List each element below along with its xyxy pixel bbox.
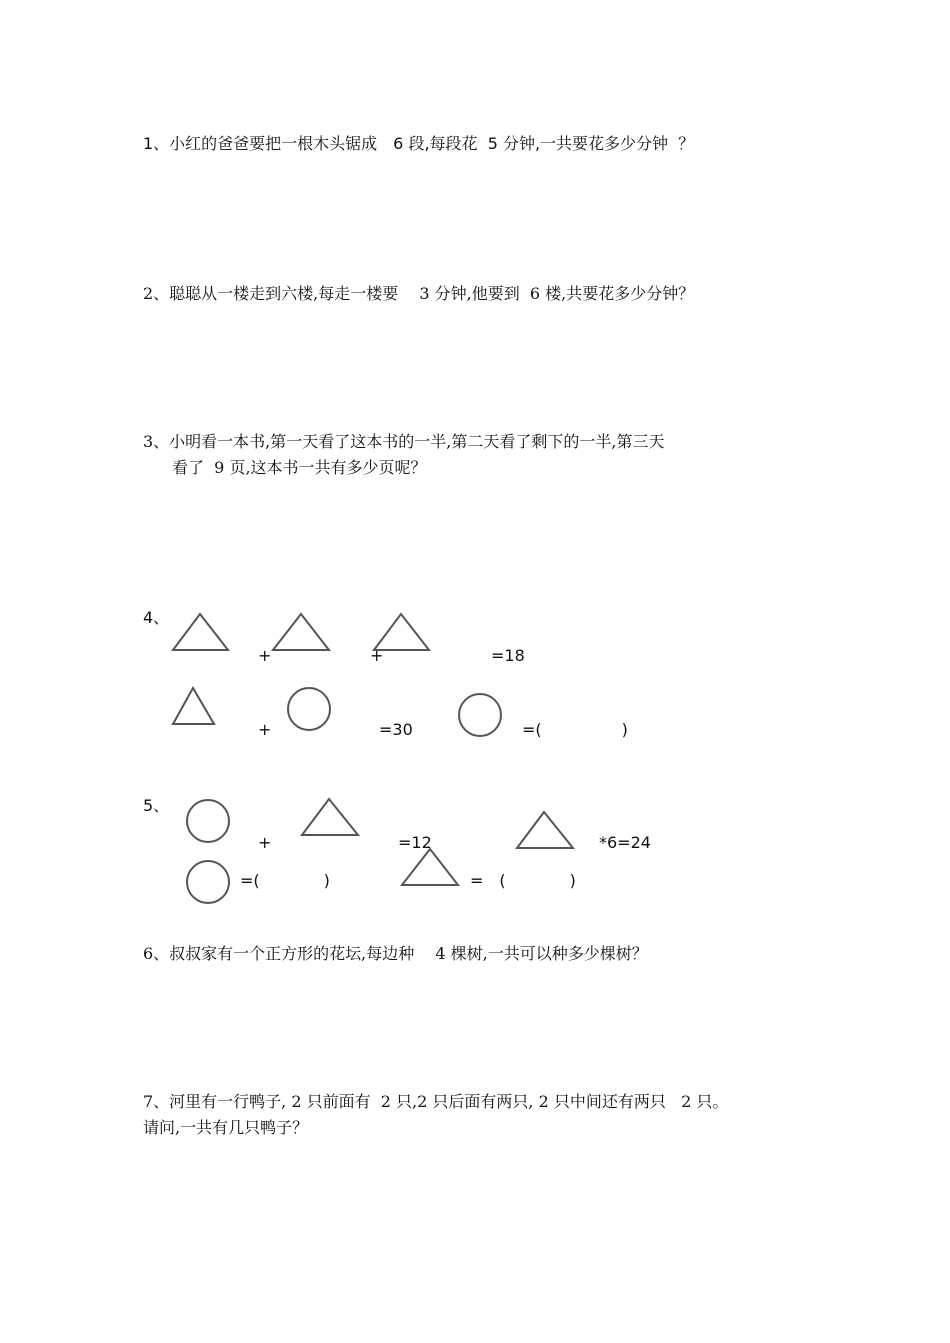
- question-7-line-2: 请问,一共有几只鸭子？: [143, 1118, 309, 1137]
- q5-triangle-answer-blank: = ( ): [470, 871, 576, 890]
- triangle-icon: [271, 612, 331, 652]
- question-2: 2、聪聪从一楼走到六楼,每走一楼要 3 分钟,他要到 6 楼,共要花多少分钟？: [143, 284, 695, 303]
- question-3-line-2: 看了 9 页,这本书一共有多少页呢？: [172, 458, 427, 477]
- q5-row1-plus: +: [258, 833, 272, 852]
- circle-icon: [185, 798, 231, 844]
- triangle-icon: [300, 797, 360, 837]
- q5-row1-result: =12: [398, 833, 432, 852]
- q4-row1-result: =18: [491, 646, 525, 665]
- question-6: 6、叔叔家有一个正方形的花坛,每边种 4 棵树,一共可以种多少棵树？: [143, 944, 648, 963]
- circle-icon: [286, 686, 332, 732]
- question-4-number: 4、: [143, 608, 170, 627]
- question-7-line-1: 7、河里有一行鸭子, 2 只前面有 2 只,2 只后面有两只, 2 只中间还有两只 2 只。: [143, 1092, 729, 1111]
- triangle-icon: [171, 686, 217, 726]
- question-3-line-1: 3、小明看一本书,第一天看了这本书的一半,第二天看了剩下的一半,第三天: [143, 432, 665, 451]
- q4-answer-blank: =( ): [522, 720, 628, 739]
- triangle-icon: [171, 612, 231, 652]
- q4-row2-plus: +: [258, 720, 272, 739]
- q5-circle-answer-blank: =( ): [240, 871, 330, 890]
- circle-icon: [457, 692, 503, 738]
- q4-row1-plus-2: +: [370, 646, 384, 665]
- q4-row2-result: =30: [379, 720, 413, 739]
- triangle-icon: [515, 810, 575, 850]
- q5-row1-mult: *6=24: [599, 833, 651, 852]
- circle-icon: [185, 859, 231, 905]
- question-1: 1、小红的爸爸要把一根木头锯成 6 段,每段花 5 分钟,一共要花多少分钟 ？: [143, 134, 695, 153]
- question-5-number: 5、: [143, 796, 170, 815]
- q4-row1-plus-1: +: [258, 646, 272, 665]
- triangle-icon: [400, 847, 460, 887]
